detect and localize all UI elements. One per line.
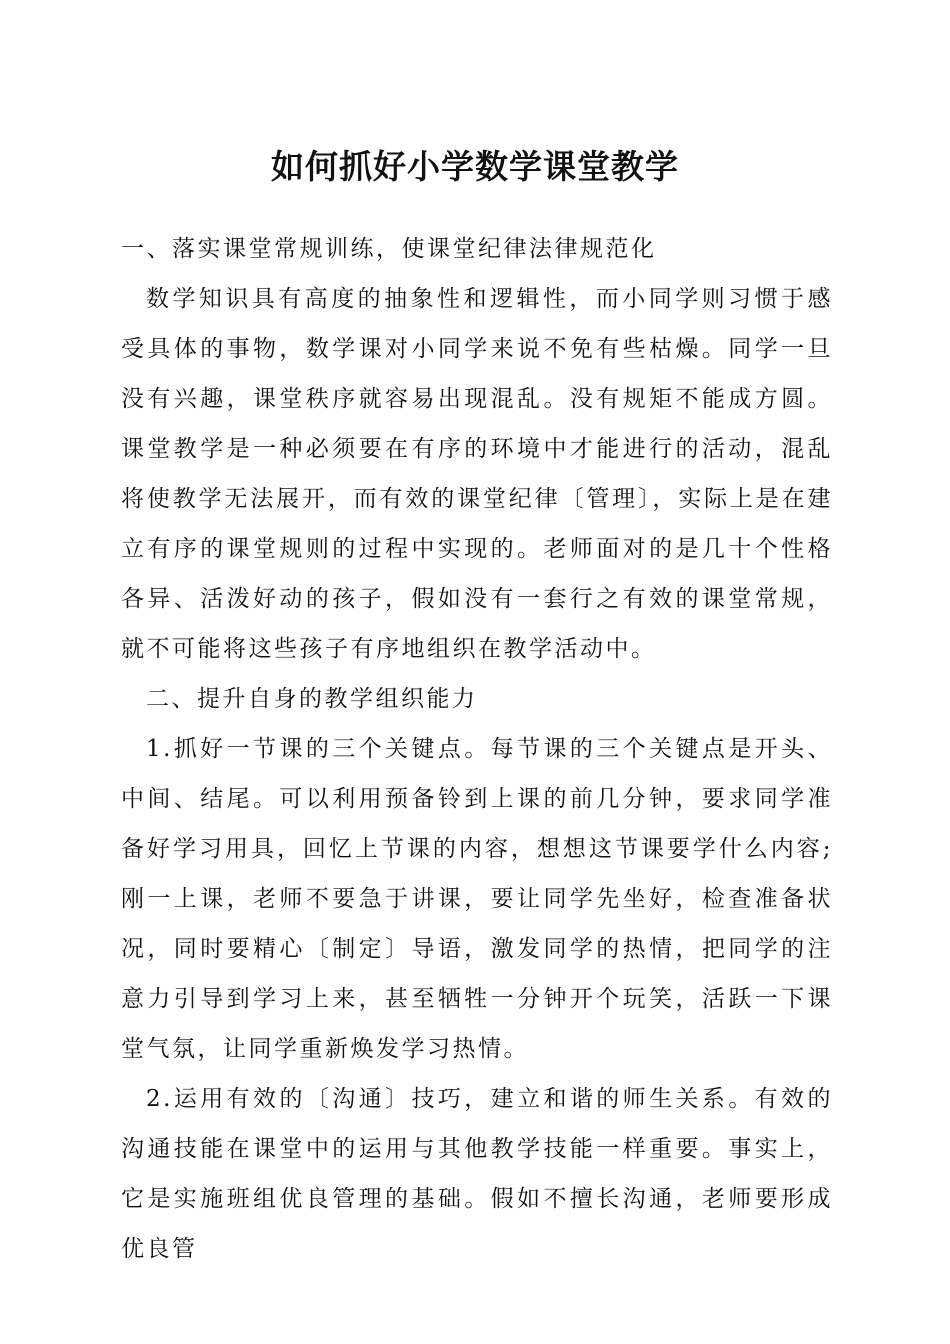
document-title: 如何抓好小学数学课堂教学 — [271, 147, 679, 186]
paragraph-2: 1.抓好一节课的三个关键点。每节课的三个关键点是开头、中间、结尾。可以利用预备铃到上课的前几分钟，要求同学准备好学习用具，回忆上节课的内容，想想这节课要学什么内容;刚一上课，老师不要急于讲课，要让同学先坐好，检查准备状况，同时要精心〔制定〕导语，激发同学的热情，把同学的注意力引导到学习上来，甚至牺牲一分钟开个玩笑，活跃一下课堂气氛，让同学重新焕发学习热情。 — [121, 736, 833, 1062]
paragraph-3: 2.运用有效的〔沟通〕技巧，建立和谐的师生关系。有效的沟通技能在课堂中的运用与其他教学技能一样重要。事实上，它是实施班组优良管理的基础。假如不擅长沟通，老师要形成优良管 — [121, 1086, 833, 1262]
section-heading-1: 一、落实课堂常规训练，使课堂纪律法律规范化 — [121, 236, 657, 262]
document-body — [121, 224, 833, 1274]
section-heading-2: 二、提升自身的教学组织能力 — [146, 686, 478, 712]
paragraph-1: 数学知识具有高度的抽象性和逻辑性，而小同学则习惯于感受具体的事物，数学课对小同学来说不免有些枯燥。同学一旦没有兴趣，课堂秩序就容易出现混乱。没有规矩不能成方圆。课堂教学是一种必须要在有序的环境中才能进行的活动，混乱将使教学无法展开，而有效的课堂纪律〔管理〕，实际上是在建立有序的课堂规则的过程中实现的。老师面对的是几十个性格各异、活泼好动的孩子，假如没有一套行之有效的课堂常规，就不可能将这些孩子有序地组织在教学活动中。 — [121, 286, 833, 662]
